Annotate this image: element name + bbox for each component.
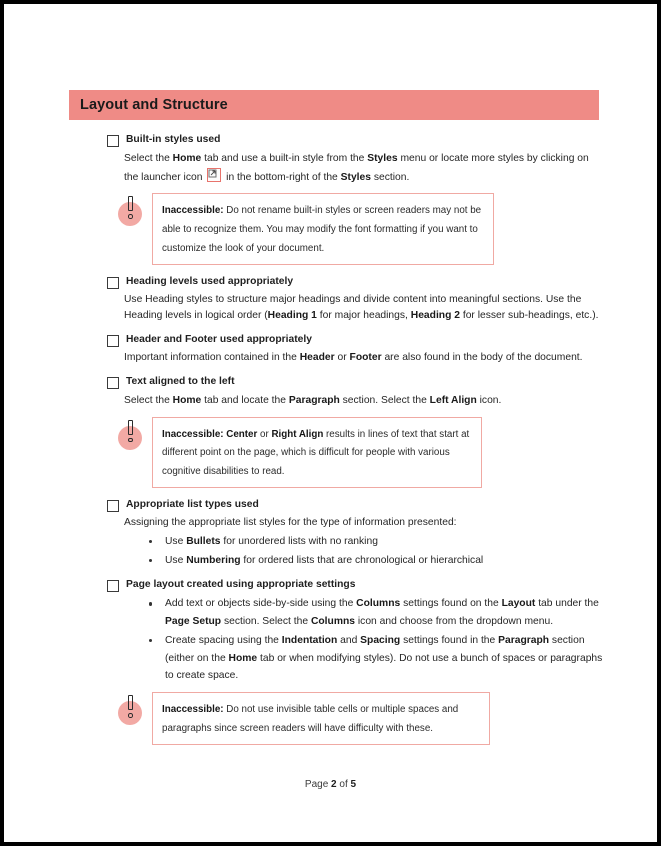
text-bold-columns: Columns — [356, 598, 401, 610]
text-bold-indentation: Indentation — [281, 634, 338, 646]
list-item — [69, 632, 604, 685]
footer-current-page: 2 — [331, 779, 337, 790]
section-heading-band — [69, 90, 599, 120]
checkbox-page-layout[interactable] — [107, 580, 119, 592]
footer-total-pages: 5 — [350, 779, 357, 790]
callout-prefix: Inaccessible: — [162, 704, 224, 715]
callout-text-alignment — [69, 417, 604, 489]
callout-page-layout — [69, 692, 604, 745]
text-segment: or — [257, 428, 272, 440]
text-bold-paragraph: Paragraph — [498, 634, 550, 646]
bullet-list-page-layout — [69, 595, 604, 685]
checkbox-built-in-styles[interactable] — [107, 135, 119, 147]
list-item — [69, 595, 604, 630]
text-segment: in the bottom-right of the — [223, 171, 341, 183]
callout-body: results in lines of text that start at different point on the page, which is difficult for people with various cognitive disabilities to read. — [162, 428, 470, 478]
text-segment: for lesser sub-headings, etc.). — [459, 309, 599, 321]
page-footer — [4, 779, 657, 790]
paragraph-text-aligned-left — [69, 392, 604, 410]
text-bold-header: Header — [299, 351, 335, 363]
checklist-content — [69, 124, 604, 755]
callout-prefix: Inaccessible: — [162, 205, 224, 217]
list-item — [69, 533, 604, 551]
text-segment: are also found in the body of the document. — [381, 351, 583, 363]
callout-body: Do not use invisible table cells or multiple spaces and paragraphs since screen readers will have difficulty with these. — [162, 704, 459, 734]
text-segment: section. Select the — [221, 616, 311, 628]
paragraph-list-types — [69, 515, 604, 531]
list-item — [69, 552, 604, 570]
bullet-dot-icon — [149, 639, 152, 642]
text-segment: tab or when modifying styles). Do not use a bunch of spaces or paragraphs to create space. — [165, 652, 603, 682]
checklist-label-list-types: Appropriate list types used — [126, 499, 259, 511]
document-page — [4, 4, 657, 842]
footer-prefix: Page — [304, 779, 332, 790]
checkbox-list-types[interactable] — [107, 500, 119, 512]
checklist-label-header-footer: Header and Footer used appropriately — [126, 333, 312, 345]
checklist-item-text-aligned-left[interactable] — [69, 375, 604, 389]
warning-exclamation-icon — [114, 692, 148, 732]
text-bold-styles-2: Styles — [340, 171, 371, 183]
callout-text — [162, 704, 458, 734]
text-segment: icon and choose from the dropdown menu. — [355, 616, 554, 628]
text-segment: Select the — [124, 153, 173, 164]
callout-text — [162, 205, 481, 254]
text-segment: for ordered lists that are chronological or hierarchical — [240, 554, 484, 566]
text-segment: and — [337, 634, 361, 646]
text-segment: Select the — [124, 394, 173, 406]
text-bold-heading-1: Heading 1 — [267, 309, 317, 321]
text-segment: or — [334, 351, 350, 363]
dialog-launcher-icon[interactable] — [207, 168, 221, 182]
checkbox-text-aligned-left[interactable] — [107, 377, 119, 389]
text-bold-styles: Styles — [367, 153, 398, 164]
text-segment: settings found in the — [400, 634, 499, 646]
callout-prefix: Inaccessible: Center — [162, 428, 258, 440]
warning-exclamation-icon — [114, 417, 148, 457]
text-bold-layout: Layout — [501, 598, 536, 610]
text-segment: Assigning the appropriate list styles for the type of information presented: — [124, 517, 457, 529]
checklist-item-page-layout[interactable] — [69, 578, 604, 592]
checklist-item-heading-levels[interactable] — [69, 275, 604, 289]
callout-built-in-styles — [69, 193, 604, 265]
footer-middle: of — [336, 779, 351, 790]
text-bold-bullets: Bullets — [186, 536, 221, 548]
text-segment: Use — [165, 536, 187, 548]
bullet-list-list-types — [69, 533, 604, 569]
callout-text — [162, 429, 469, 478]
text-bold-page-setup: Page Setup — [165, 616, 222, 628]
text-bold-home: Home — [172, 153, 202, 164]
checklist-label-page-layout — [126, 578, 355, 592]
text-segment: settings found on the — [400, 598, 502, 610]
checkbox-heading-levels[interactable] — [107, 277, 119, 289]
checklist-item-built-in-styles[interactable] — [69, 133, 604, 147]
checklist-label-heading-levels: Heading levels used appropriately — [126, 275, 294, 287]
text-segment: section (either on the — [165, 634, 585, 664]
bullet-dot-icon — [149, 559, 152, 562]
text-bold-heading-2: Heading 2 — [410, 309, 460, 321]
text-segment: Important information contained in the — [124, 351, 300, 363]
text-segment: Page layout created using appropriate — [126, 579, 314, 591]
text-segment: Use — [165, 554, 187, 566]
checklist-label-built-in-styles: Built-in styles used — [126, 134, 221, 145]
bullet-dot-icon — [149, 602, 152, 605]
paragraph-built-in-styles — [69, 150, 604, 186]
text-bold-home: Home — [172, 394, 202, 406]
text-segment: section. Select the — [339, 394, 430, 406]
text-segment: Use Heading styles to structure major headings and divide content into meaningful sections. Use the Heading levels in logical order ( — [124, 293, 582, 321]
text-segment: tab and locate the — [201, 394, 289, 406]
paragraph-header-footer — [69, 350, 604, 366]
text-bold-paragraph: Paragraph — [288, 394, 340, 406]
text-segment: tab under the — [535, 598, 599, 610]
callout-box — [152, 193, 494, 265]
text-segment: icon. — [476, 394, 502, 406]
text-segment: menu or locate more styles by clicking on the launcher icon — [124, 153, 589, 183]
document-body — [4, 4, 657, 842]
checklist-item-header-footer[interactable] — [69, 333, 604, 347]
text-segment: section. — [370, 171, 410, 183]
section-heading-title: Layout and Structure — [80, 97, 228, 113]
text-segment: Create spacing using the — [165, 634, 282, 646]
text-bold-numbering: Numbering — [186, 554, 241, 566]
text-segment: for major headings, — [316, 309, 411, 321]
callout-body: Do not rename built-in styles or screen readers may not be able to recognize them. You may modify the font formatting if you want to customize the look of your document. — [162, 205, 482, 255]
callout-box — [152, 417, 482, 489]
text-bold-columns-2: Columns — [310, 616, 356, 628]
callout-prefix-2: Right Align — [271, 428, 324, 440]
text-segment: for unordered lists with no ranking — [220, 536, 378, 548]
text-segment: settings — [313, 579, 356, 591]
checklist-label-text-aligned-left: Text aligned to the left — [126, 375, 235, 387]
text-bold-home: Home — [228, 652, 258, 664]
warning-exclamation-icon — [114, 193, 148, 233]
paragraph-heading-levels — [69, 292, 604, 324]
text-bold-left-align: Left Align — [429, 394, 477, 406]
bullet-dot-icon — [149, 540, 152, 543]
text-segment: Add text or objects side-by-side using the — [165, 598, 357, 610]
callout-box — [152, 692, 490, 745]
text-segment: tab and use a built-in style from the — [201, 153, 368, 164]
text-bold-footer: Footer — [349, 351, 382, 363]
checkbox-header-footer[interactable] — [107, 335, 119, 347]
checklist-item-list-types[interactable] — [69, 498, 604, 512]
text-bold-spacing: Spacing — [360, 634, 401, 646]
